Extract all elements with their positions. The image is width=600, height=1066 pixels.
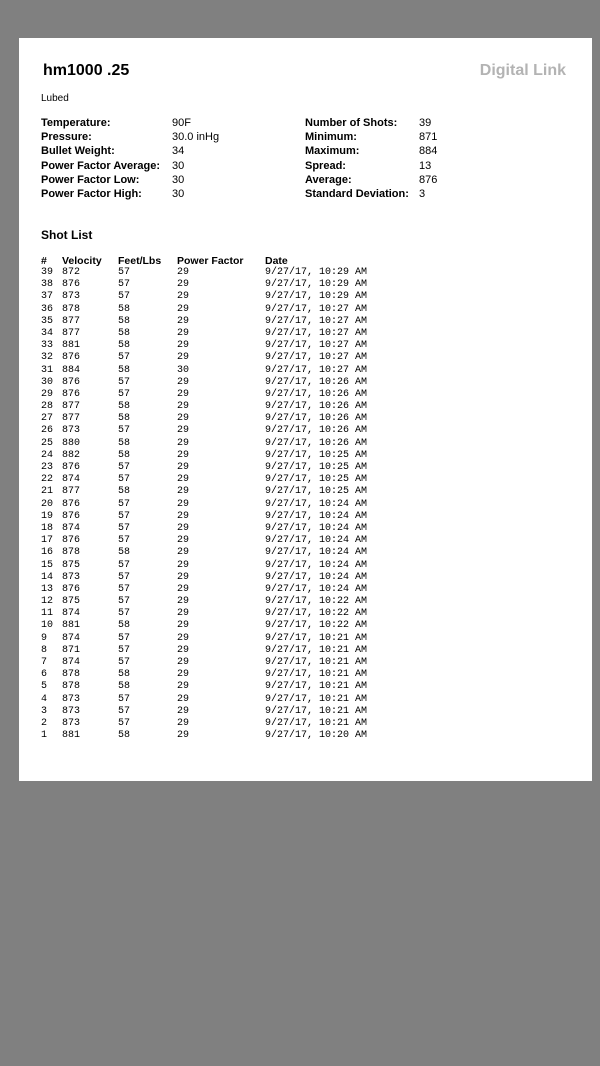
shot-date: 9/27/17, 10:26 AM — [265, 437, 368, 449]
shot-number: 16 — [41, 547, 54, 559]
shot-velocity: 873 — [62, 425, 81, 437]
brand-label: Digital Link — [479, 62, 566, 79]
shot-velocity: 882 — [62, 449, 81, 461]
shot-power-factor: 29 — [177, 510, 190, 522]
shot-date: 9/27/17, 10:26 AM — [265, 413, 368, 425]
stat-label: Average: — [305, 173, 352, 186]
shot-date: 9/27/17, 10:24 AM — [265, 498, 368, 510]
shot-date: 9/27/17, 10:26 AM — [265, 401, 368, 413]
shot-number: 8 — [41, 644, 48, 656]
shot-power-factor: 29 — [177, 486, 190, 498]
shot-number: 30 — [41, 376, 54, 388]
shot-feet-lbs: 57 — [118, 376, 131, 388]
shot-number: 20 — [41, 498, 54, 510]
shot-date: 9/27/17, 10:27 AM — [265, 303, 368, 315]
shot-velocity: 873 — [62, 571, 81, 583]
shot-power-factor: 29 — [177, 413, 190, 425]
shot-date: 9/27/17, 10:27 AM — [265, 327, 368, 339]
shot-velocity: 877 — [62, 315, 81, 327]
stat-row — [41, 187, 219, 201]
shot-number: 31 — [41, 364, 54, 376]
shot-velocity: 873 — [62, 291, 81, 303]
shot-number: 9 — [41, 632, 48, 644]
shot-date: 9/27/17, 10:26 AM — [265, 425, 368, 437]
shot-number: 26 — [41, 425, 54, 437]
shot-number: 27 — [41, 413, 54, 425]
shot-velocity: 877 — [62, 413, 81, 425]
shot-date: 9/27/17, 10:29 AM — [265, 267, 368, 278]
shot-feet-lbs: 57 — [118, 596, 131, 608]
shot-feet-lbs: 57 — [118, 291, 131, 303]
column-header-velocity: Velocity — [62, 255, 102, 267]
shot-date: 9/27/17, 10:24 AM — [265, 583, 368, 595]
shot-number: 24 — [41, 449, 54, 461]
shot-number: 11 — [41, 608, 54, 620]
shot-date: 9/27/17, 10:21 AM — [265, 705, 368, 717]
stat-label: Minimum: — [305, 131, 357, 144]
shot-date: 9/27/17, 10:21 AM — [265, 644, 368, 656]
document-subtitle: Lubed — [41, 93, 69, 104]
shot-power-factor: 29 — [177, 522, 190, 534]
shot-velocity: 871 — [62, 644, 81, 656]
shot-number: 19 — [41, 510, 54, 522]
shot-power-factor: 29 — [177, 559, 190, 571]
shot-power-factor: 29 — [177, 425, 190, 437]
shot-date: 9/27/17, 10:20 AM — [265, 730, 368, 742]
shot-number: 29 — [41, 388, 54, 400]
shot-velocity: 878 — [62, 303, 81, 315]
stat-label: Standard Deviation: — [305, 188, 409, 201]
shot-velocity: 876 — [62, 510, 81, 522]
shot-velocity: 877 — [62, 327, 81, 339]
shot-feet-lbs: 57 — [118, 717, 131, 729]
shot-feet-lbs: 58 — [118, 401, 131, 413]
shot-velocity: 876 — [62, 498, 81, 510]
stats-left — [41, 116, 219, 201]
shot-velocity: 873 — [62, 705, 81, 717]
shot-number: 18 — [41, 522, 54, 534]
shot-feet-lbs: 58 — [118, 669, 131, 681]
stat-label: Number of Shots: — [305, 117, 398, 129]
shot-number: 12 — [41, 596, 54, 608]
column-header-feet-lbs: Feet/Lbs — [118, 255, 162, 267]
shot-number: 21 — [41, 486, 54, 498]
stat-row — [41, 130, 219, 144]
shot-number: 5 — [41, 681, 48, 693]
shot-velocity: 878 — [62, 681, 81, 693]
shot-number: 32 — [41, 352, 54, 364]
column-header-power-factor: Power Factor — [177, 255, 244, 267]
shot-velocity: 874 — [62, 608, 81, 620]
shot-date: 9/27/17, 10:27 AM — [265, 364, 368, 376]
shot-power-factor: 29 — [177, 352, 190, 364]
shot-power-factor: 29 — [177, 449, 190, 461]
shot-velocity: 881 — [62, 730, 81, 742]
shot-velocity: 873 — [62, 717, 81, 729]
shot-feet-lbs: 57 — [118, 267, 131, 278]
stat-row — [305, 130, 437, 144]
shot-feet-lbs: 58 — [118, 437, 131, 449]
shot-power-factor: 29 — [177, 547, 190, 559]
stat-label: Power Factor Low: — [41, 173, 140, 186]
shot-date: 9/27/17, 10:21 AM — [265, 669, 368, 681]
shot-number: 15 — [41, 559, 54, 571]
shot-power-factor: 29 — [177, 669, 190, 681]
shot-velocity: 874 — [62, 632, 81, 644]
shot-date: 9/27/17, 10:22 AM — [265, 596, 368, 608]
shot-velocity: 874 — [62, 657, 81, 668]
shot-number: 1 — [41, 730, 48, 742]
shot-velocity: 875 — [62, 596, 81, 608]
shot-number: 33 — [41, 340, 54, 352]
shot-date: 9/27/17, 10:27 AM — [265, 315, 368, 327]
shot-feet-lbs: 57 — [118, 522, 131, 534]
shot-feet-lbs: 58 — [118, 413, 131, 425]
shot-velocity: 877 — [62, 401, 81, 413]
shot-power-factor: 29 — [177, 340, 190, 352]
stat-value: 30.0 inHg — [172, 131, 220, 144]
shot-number: 6 — [41, 669, 48, 681]
shot-power-factor: 29 — [177, 376, 190, 388]
shot-feet-lbs: 57 — [118, 632, 131, 644]
stat-value: 876 — [419, 173, 438, 186]
shot-velocity: 876 — [62, 462, 81, 473]
shot-velocity: 884 — [62, 364, 81, 376]
stat-label: Temperature: — [41, 117, 111, 129]
stat-row — [41, 144, 219, 158]
shot-feet-lbs: 57 — [118, 693, 131, 705]
shot-date: 9/27/17, 10:27 AM — [265, 352, 368, 364]
shot-power-factor: 29 — [177, 474, 190, 486]
shot-date: 9/27/17, 10:21 AM — [265, 717, 368, 729]
shot-feet-lbs: 58 — [118, 486, 131, 498]
shot-feet-lbs: 57 — [118, 644, 131, 656]
shot-velocity: 881 — [62, 340, 81, 352]
shot-power-factor: 29 — [177, 327, 190, 339]
stat-label: Power Factor High: — [41, 188, 142, 201]
shot-feet-lbs: 57 — [118, 510, 131, 522]
stat-label: Power Factor Average: — [41, 159, 161, 172]
shot-date: 9/27/17, 10:27 AM — [265, 340, 368, 352]
shot-velocity: 875 — [62, 559, 81, 571]
shot-power-factor: 29 — [177, 388, 190, 400]
stat-value: 3 — [419, 188, 426, 201]
shot-velocity: 876 — [62, 352, 81, 364]
shot-feet-lbs: 57 — [118, 388, 131, 400]
shot-power-factor: 29 — [177, 596, 190, 608]
shot-number: 23 — [41, 462, 54, 473]
stat-label: Maximum: — [305, 145, 360, 158]
shot-feet-lbs: 57 — [118, 474, 131, 486]
shot-velocity: 876 — [62, 279, 81, 291]
shot-velocity: 874 — [62, 522, 81, 534]
shot-feet-lbs: 57 — [118, 583, 131, 595]
document-title: hm1000 .25 — [43, 62, 130, 79]
shot-feet-lbs: 58 — [118, 681, 131, 693]
stat-value: 13 — [419, 159, 432, 172]
shot-date: 9/27/17, 10:25 AM — [265, 474, 368, 486]
shot-power-factor: 29 — [177, 462, 190, 473]
shot-power-factor: 29 — [177, 657, 190, 668]
shot-feet-lbs: 58 — [118, 364, 131, 376]
shot-feet-lbs: 57 — [118, 571, 131, 583]
shot-feet-lbs: 57 — [118, 657, 131, 668]
shot-number: 10 — [41, 620, 54, 632]
shot-power-factor: 29 — [177, 303, 190, 315]
shot-feet-lbs: 57 — [118, 608, 131, 620]
shot-power-factor: 29 — [177, 279, 190, 291]
stat-row — [305, 116, 437, 130]
shot-date: 9/27/17, 10:24 AM — [265, 535, 368, 547]
shot-number: 7 — [41, 657, 48, 668]
shot-number: 2 — [41, 717, 48, 729]
shot-velocity: 872 — [62, 267, 81, 278]
stat-value: 39 — [419, 117, 432, 129]
shot-date: 9/27/17, 10:24 AM — [265, 571, 368, 583]
shot-number: 38 — [41, 279, 54, 291]
shot-power-factor: 29 — [177, 583, 190, 595]
shot-feet-lbs: 58 — [118, 547, 131, 559]
shot-power-factor: 29 — [177, 705, 190, 717]
stat-value: 90F — [172, 117, 191, 129]
shot-number: 13 — [41, 583, 54, 595]
shot-power-factor: 30 — [177, 364, 190, 376]
shot-power-factor: 29 — [177, 620, 190, 632]
shot-feet-lbs: 57 — [118, 559, 131, 571]
shot-feet-lbs: 57 — [118, 705, 131, 717]
shot-date: 9/27/17, 10:25 AM — [265, 486, 368, 498]
shot-date: 9/27/17, 10:21 AM — [265, 693, 368, 705]
shot-date: 9/27/17, 10:26 AM — [265, 376, 368, 388]
shot-date: 9/27/17, 10:22 AM — [265, 608, 368, 620]
stat-value: 30 — [172, 159, 185, 172]
shot-power-factor: 29 — [177, 717, 190, 729]
shot-date: 9/27/17, 10:21 AM — [265, 632, 368, 644]
shot-number: 36 — [41, 303, 54, 315]
shot-number: 14 — [41, 571, 54, 583]
shot-power-factor: 29 — [177, 535, 190, 547]
shot-date: 9/27/17, 10:22 AM — [265, 620, 368, 632]
shot-power-factor: 29 — [177, 315, 190, 327]
stat-value: 884 — [419, 145, 438, 158]
shot-date: 9/27/17, 10:29 AM — [265, 279, 368, 291]
stat-label: Bullet Weight: — [41, 145, 115, 158]
shot-power-factor: 29 — [177, 401, 190, 413]
stat-value: 871 — [419, 131, 438, 144]
shot-number: 28 — [41, 401, 54, 413]
shot-date: 9/27/17, 10:25 AM — [265, 462, 368, 473]
shot-feet-lbs: 57 — [118, 352, 131, 364]
shot-date: 9/27/17, 10:29 AM — [265, 291, 368, 303]
shot-list-heading: Shot List — [41, 228, 93, 242]
shot-velocity: 881 — [62, 620, 81, 632]
stat-label: Spread: — [305, 159, 346, 172]
stat-value: 30 — [172, 188, 185, 201]
shot-feet-lbs: 58 — [118, 620, 131, 632]
shot-feet-lbs: 57 — [118, 462, 131, 473]
stat-value: 30 — [172, 173, 185, 186]
shot-date: 9/27/17, 10:21 AM — [265, 681, 368, 693]
stats-right — [305, 116, 437, 201]
shot-velocity: 876 — [62, 376, 81, 388]
stat-row — [305, 173, 437, 187]
shot-velocity: 877 — [62, 486, 81, 498]
shot-date: 9/27/17, 10:25 AM — [265, 449, 368, 461]
shot-power-factor: 29 — [177, 730, 190, 742]
column-header-number: # — [41, 255, 47, 267]
shot-number: 37 — [41, 291, 54, 303]
shot-feet-lbs: 58 — [118, 449, 131, 461]
stat-row — [305, 187, 437, 201]
shot-date: 9/27/17, 10:24 AM — [265, 522, 368, 534]
shot-power-factor: 29 — [177, 291, 190, 303]
shot-feet-lbs: 58 — [118, 327, 131, 339]
shot-feet-lbs: 58 — [118, 303, 131, 315]
shot-velocity: 873 — [62, 693, 81, 705]
stat-row — [41, 116, 219, 130]
shot-velocity: 876 — [62, 535, 81, 547]
shot-number: 35 — [41, 315, 54, 327]
shot-number: 34 — [41, 327, 54, 339]
stat-label: Pressure: — [41, 131, 92, 144]
shot-number: 22 — [41, 474, 54, 486]
shot-velocity: 874 — [62, 474, 81, 486]
shot-feet-lbs: 57 — [118, 425, 131, 437]
shot-velocity: 878 — [62, 547, 81, 559]
shot-power-factor: 29 — [177, 608, 190, 620]
shot-date: 9/27/17, 10:24 AM — [265, 559, 368, 571]
shot-feet-lbs: 57 — [118, 279, 131, 291]
shot-feet-lbs: 58 — [118, 315, 131, 327]
stat-row — [305, 144, 437, 158]
shot-number: 3 — [41, 705, 48, 717]
shot-date: 9/27/17, 10:21 AM — [265, 657, 368, 668]
shot-velocity: 876 — [62, 583, 81, 595]
shot-date: 9/27/17, 10:26 AM — [265, 388, 368, 400]
document-page — [19, 38, 592, 781]
shot-power-factor: 29 — [177, 644, 190, 656]
shot-feet-lbs: 57 — [118, 535, 131, 547]
shot-power-factor: 29 — [177, 681, 190, 693]
shot-number: 25 — [41, 437, 54, 449]
shot-power-factor: 29 — [177, 498, 190, 510]
column-header-date: Date — [265, 255, 288, 267]
shot-number: 4 — [41, 693, 48, 705]
shot-velocity: 880 — [62, 437, 81, 449]
stat-row — [41, 173, 219, 187]
shot-date: 9/27/17, 10:24 AM — [265, 510, 368, 522]
shot-feet-lbs: 58 — [118, 730, 131, 742]
shot-velocity: 878 — [62, 669, 81, 681]
shot-power-factor: 29 — [177, 571, 190, 583]
shot-velocity: 876 — [62, 388, 81, 400]
shot-feet-lbs: 58 — [118, 340, 131, 352]
stat-value: 34 — [172, 145, 185, 158]
shot-feet-lbs: 57 — [118, 498, 131, 510]
shot-date: 9/27/17, 10:24 AM — [265, 547, 368, 559]
shot-power-factor: 29 — [177, 693, 190, 705]
shot-power-factor: 29 — [177, 632, 190, 644]
stat-row — [305, 159, 437, 173]
shot-number: 17 — [41, 535, 54, 547]
shot-power-factor: 29 — [177, 267, 190, 278]
shot-power-factor: 29 — [177, 437, 190, 449]
shot-number: 39 — [41, 267, 54, 278]
stat-row — [41, 159, 219, 173]
